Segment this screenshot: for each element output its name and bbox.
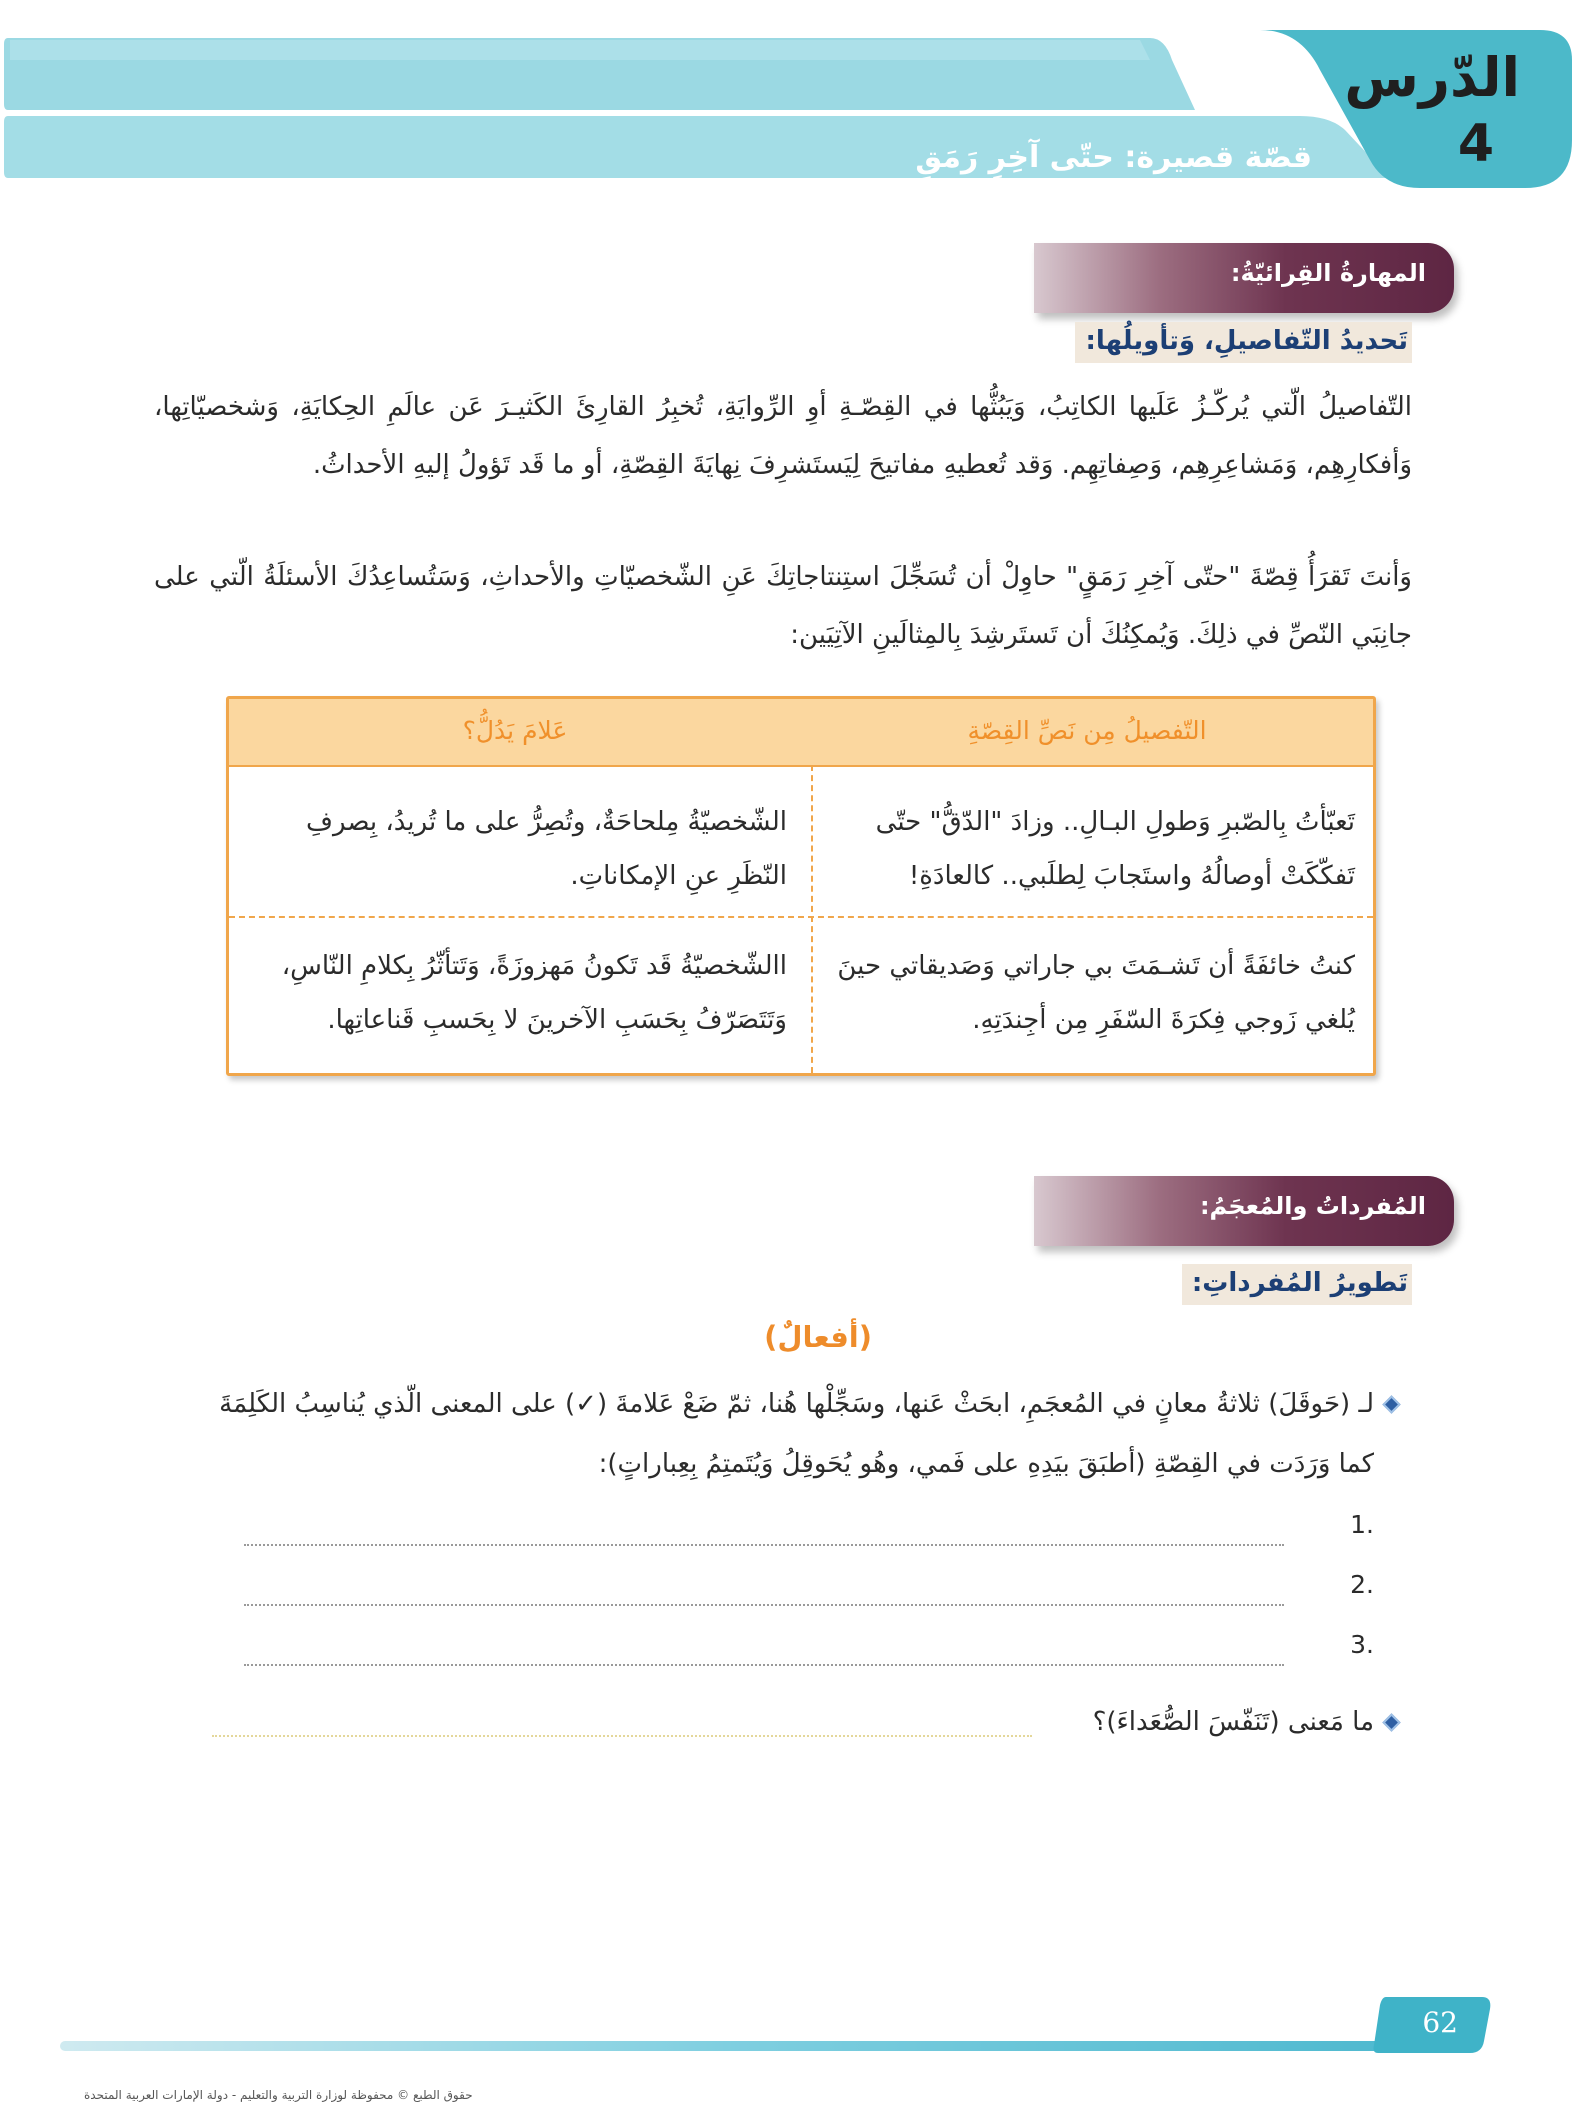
answer-line-3[interactable] <box>244 1628 1374 1678</box>
question-tanaffasa: ما مَعنى (تَنَفّسَ الصُّعَداءَ)؟ <box>1092 1707 1374 1737</box>
question-hawqala: لـ (حَوقَلَ) ثلاثةُ معانٍ في المُعجَمِ، ابحَثْ عَنها، وسَجِّلْها هُنا، ثمّ ضَعْ عَلامةَ (✓) على المعنى الّذي يُناسِبُ الكَلِمَةَ كما وَرَدَت في القِصّةِ (أطبَقَ بيَدِهِ على فَمي، وهُو يُحَوقِلُ وَيُتَمتِمُ بِعِباراتٍ): <box>219 1389 1374 1479</box>
table-cell-meaning-1: الشّخصيّةُ مِلحاحَةٌ، وتُصِرُّ على ما تُريدُ، بِصرفِ النّظَرِ عنِ الإمكاناتِ. <box>306 807 787 891</box>
lesson-number: 4 <box>1457 114 1494 174</box>
dotted-answer-line <box>244 1664 1284 1666</box>
answer-number-1: .1 <box>1350 1510 1374 1539</box>
table-header-detail: التّفصيلُ مِن نَصِّ القِصّةِ <box>967 716 1207 745</box>
details-table <box>226 696 1376 1076</box>
lesson-title: قصّة قصيرة: حتّى آخِرِ رَمَقٍ <box>915 140 1312 175</box>
answer-number-3: .3 <box>1350 1630 1374 1659</box>
answer-number-2: .2 <box>1350 1570 1374 1599</box>
table-header-meaning: عَلامَ يَدُلُّ؟ <box>462 716 568 745</box>
page-number: 62 <box>1422 2006 1458 2039</box>
lesson-header-band <box>0 30 1572 190</box>
verbs-label: (أفعالٌ) <box>764 1320 872 1354</box>
copyright-notice: حقوق الطبع © محفوظة لوزارة التربية والتعليم - دولة الإمارات العربية المتحدة <box>84 2088 473 2102</box>
bullet-diamond-icon <box>1382 1713 1400 1731</box>
bullet-diamond-icon <box>1382 1395 1400 1413</box>
lesson-label: الدّرس <box>1344 46 1520 109</box>
table-cell-detail-2: كنتُ خائفَةً أن تَشـمَتَ بي جاراتي وَصَديقاتي حينَ يُلغي زَوجي فِكرَةَ السّفَرِ مِن أجِندَتِهِ. <box>837 951 1355 1035</box>
vocabulary-subheading: تَطويرُ المُفرداتِ: <box>1182 1264 1412 1305</box>
table-cell-detail-1: تَعبّأتُ بِالصّبرِ وَطولِ البـالِ.. وزادَ "الدّقُّ" حتّى تَفكّكَتْ أوصالُهُ واستَجابَ لِطلَبي.. كالعادَةِ! <box>875 807 1355 891</box>
row-divider <box>229 916 1373 918</box>
reading-skill-ribbon <box>1034 243 1454 313</box>
footer-rule <box>60 2041 1392 2051</box>
instruction-paragraph: وَأنتَ تَقرَأُ قِصّةَ "حتّى آخِرِ رَمَقٍ" حاوِلْ أن تُسَجِّلَ استِنتاجاتِكَ عَنِ الشّخصيّاتِ والأحداثِ، وَسَتُساعِدُكَ الأسئلَةُ الّتي على جانِبَي النّصِّ في ذلِكَ. وَيُمكِنُكَ أن تَستَرشِدَ بِالمِثالَينِ الآتِيَين: <box>154 562 1412 650</box>
vocabulary-label: المُفرداتُ والمُعجَمُ: <box>1199 1192 1426 1220</box>
table-cell-meaning-2: االشّخصيّةُ قَد تَكونُ مَهزوزَةً، وَتَتأثّرُ بِكلامِ النّاسِ، وَتَتَصَرّفُ بِحَسَبِ الآخرينَ لا بِحَسبِ قَناعاتِها. <box>281 951 787 1035</box>
dotted-answer-line <box>244 1544 1284 1546</box>
details-subheading: تَحديدُ التّفاصيلِ، وَتأويلُها: <box>1075 322 1412 363</box>
dotted-answer-line <box>244 1604 1284 1606</box>
reading-skill-label: المهارةُ القِرائيّةُ: <box>1230 259 1426 287</box>
answer-line-2[interactable] <box>244 1568 1374 1618</box>
intro-paragraph: التّفاصيلُ الّتي يُركّـزُ عَلَيها الكاتِبُ، وَيَبُثُّها في القِصّـةِ أوِ الرِّوايَةِ، تُخبِرُ القارِئَ الكَثيـرَ عَن عالَمِ الحِكايَةِ، وَشخصيّاتِها، وَأفكارِهِم، وَمَشاعِرِهِم، وَصِفاتِهِم. وَقد تُعطيهِ مفاتيحَ لِيَستَشرِفَ نِهايَةَ القِصّةِ، أو ما قَد تَؤولُ إليهِ الأحداثُ. <box>154 392 1412 480</box>
answer-line-q2[interactable] <box>212 1735 1032 1737</box>
column-divider <box>811 765 813 1073</box>
table-header-row <box>229 699 1373 767</box>
vocabulary-ribbon <box>1034 1176 1454 1246</box>
answer-line-1[interactable] <box>244 1508 1374 1558</box>
